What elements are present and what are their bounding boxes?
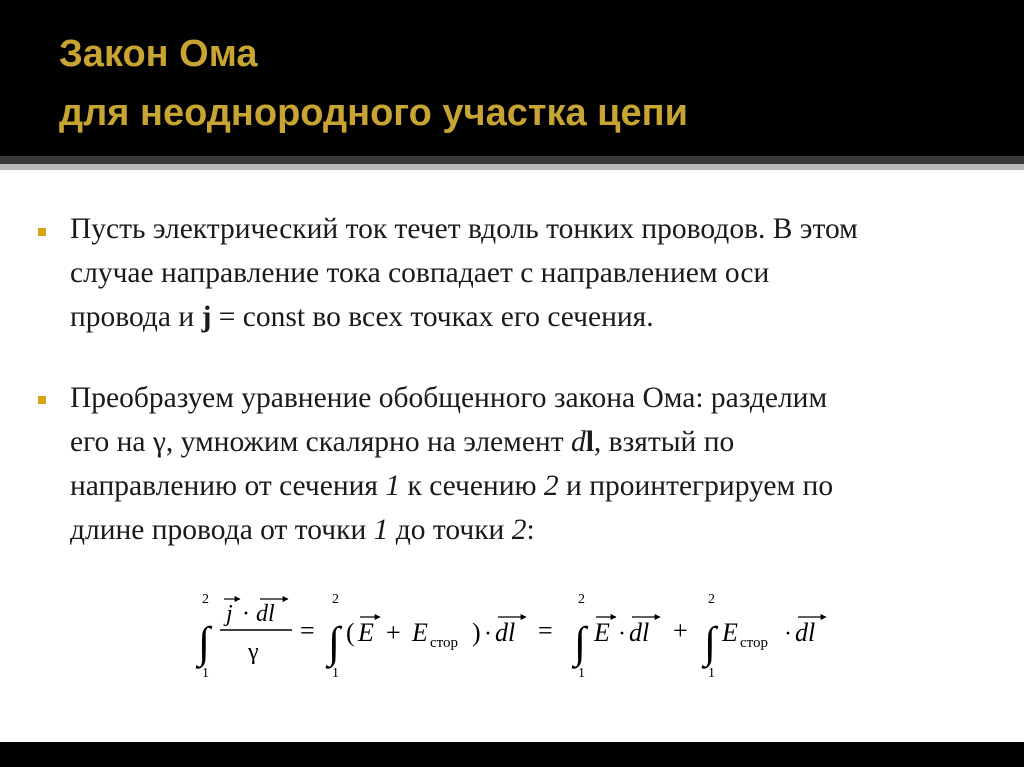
section-number: 2 [543,470,559,502]
slide-title-line1: Закон Ома [59,33,258,75]
integral-sign: ∫ [328,618,341,667]
paragraph-line [70,508,990,552]
lower-limit: 1 [708,666,715,681]
field-E: E [594,618,610,647]
upper-limit: 2 [332,592,339,607]
dot-operator: · [484,621,492,647]
section-number: 1 [385,470,401,502]
bullet-square-icon [38,228,46,236]
upper-limit: 2 [202,592,209,607]
element-dl: dl [795,618,816,647]
bullet-paragraph-1 [70,207,990,339]
text-run: = const во всех точках его сечения. [211,301,654,333]
lower-limit: 1 [202,666,209,681]
lower-limit: 1 [578,666,585,681]
equals-sign: = [538,616,553,645]
text-run: длине провода от точки [70,514,374,546]
point-number: 1 [373,514,389,546]
vector-l: l [585,426,594,458]
vector-j: j [201,301,212,333]
field-E-ext: E [722,618,738,647]
point-number: 2 [511,514,527,546]
open-paren: ( [346,618,355,647]
conductivity-gamma: γ [248,639,259,665]
element-dl: dl [256,601,275,627]
bullet-paragraph-2 [70,376,990,552]
text-run: и проинтегрируем по [558,470,834,502]
slide-footer-bar [0,742,1024,767]
integral-sign: ∫ [198,618,211,667]
current-density-j: j [226,601,233,627]
slide-title-line2: для неоднородного участка цепи [59,92,688,134]
text-run: до точки [388,514,512,546]
integral-sign: ∫ [574,618,587,667]
subscript-ext: стор [740,635,769,651]
text-run: его на γ, умножим скалярно на элемент [70,426,571,458]
text-run: провода и [70,301,202,333]
close-paren: ) [472,618,481,647]
paragraph-line: Преобразуем уравнение обобщенного закона Ома: разделим [70,382,828,414]
text-run: : [526,514,535,546]
field-E-ext: E [412,618,428,647]
slide-header [0,0,1024,156]
element-dl: dl [629,618,650,647]
dot-operator: · [618,621,626,647]
upper-limit: 2 [578,592,585,607]
subscript-ext: стор [430,635,459,651]
bullet-square-icon [38,396,46,404]
italic-d: d [570,426,586,458]
paragraph-line [70,464,990,508]
field-E: E [358,618,374,647]
paragraph-line: случае направление тока совпадает с направлением оси [70,257,770,289]
plus-sign: + [386,618,401,647]
formula-graphic [190,585,850,685]
paragraph-line: Пусть электрический ток течет вдоль тонких проводов. В этом [70,213,858,245]
integral-sign: ∫ [704,618,717,667]
equals-sign: = [300,616,315,645]
element-dl: dl [495,618,516,647]
slide-body [0,170,1024,742]
upper-limit: 2 [708,592,715,607]
dot-operator: · [242,601,250,627]
text-run: к сечению [400,470,544,502]
paragraph-line [70,295,990,339]
paragraph-line [70,420,990,464]
ohm-law-integral-formula [190,585,850,685]
dot-operator: · [784,621,792,647]
plus-sign: + [673,616,688,645]
lower-limit: 1 [332,666,339,681]
text-run: , взятый по [593,426,735,458]
text-run: направлению от сечения [70,470,386,502]
header-divider-dark [0,156,1024,164]
